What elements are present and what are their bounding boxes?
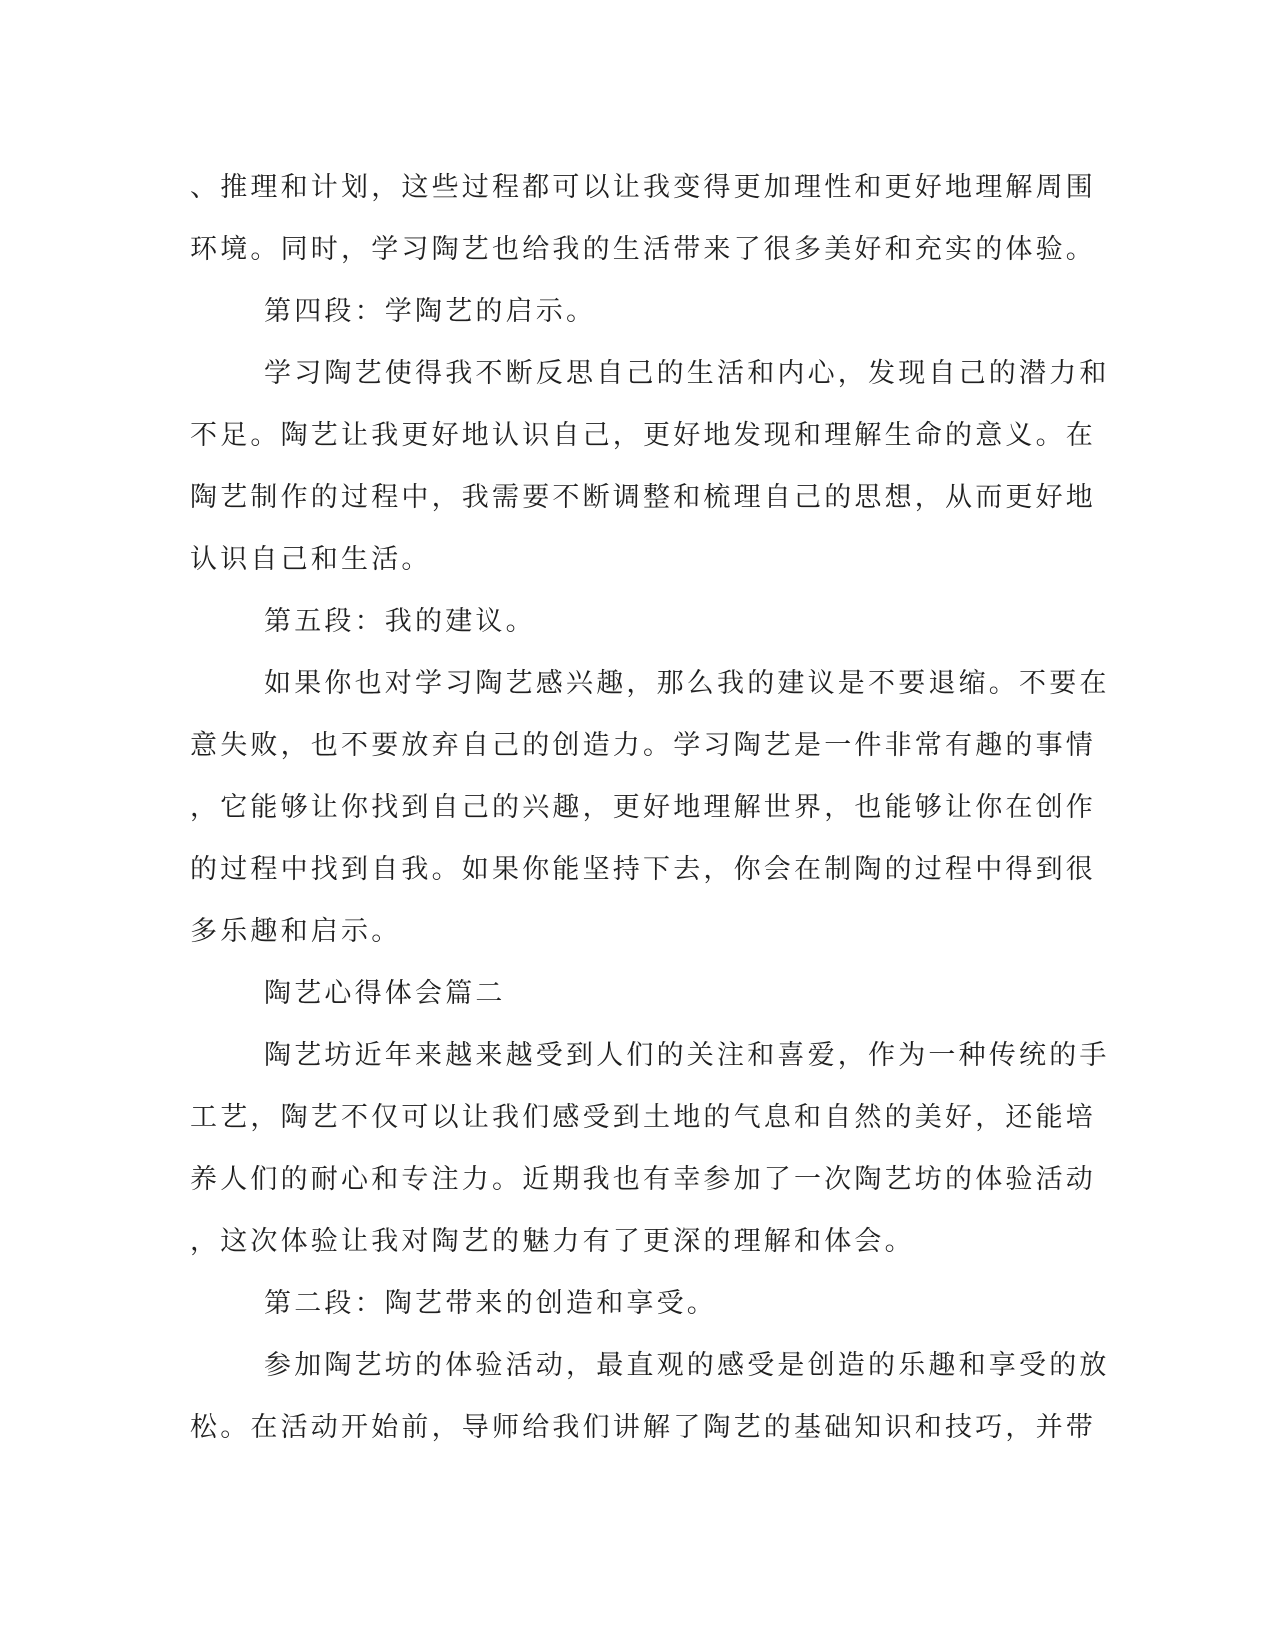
text-line: 、推理和计划，这些过程都可以让我变得更加理性和更好地理解周围 [190,172,1096,203]
text-line: 多乐趣和启示。 [190,916,402,947]
document-body [190,157,1110,1459]
text-line: 学习陶艺使得我不断反思自己的生活和内心，发现自己的潜力和 [264,358,1110,389]
section-heading-2: 第二段：陶艺带来的创造和享受。 [264,1288,717,1319]
text-line: 陶艺制作的过程中，我需要不断调整和梳理自己的思想，从而更好地 [190,482,1096,513]
text-line: 如果你也对学习陶艺感兴趣，那么我的建议是不要退缩。不要在 [264,668,1110,699]
article-title: 陶艺心得体会篇二 [264,978,506,1009]
section-heading-5: 第五段：我的建议。 [264,606,536,637]
text-line: 工艺，陶艺不仅可以让我们感受到土地的气息和自然的美好，还能培 [190,1102,1096,1133]
text-line: 环境。同时，学习陶艺也给我的生活带来了很多美好和充实的体验。 [190,234,1096,265]
text-line: 的过程中找到自我。如果你能坚持下去，你会在制陶的过程中得到很 [190,854,1096,885]
text-line: 意失败，也不要放弃自己的创造力。学习陶艺是一件非常有趣的事情 [190,730,1096,761]
text-line: 养人们的耐心和专注力。近期我也有幸参加了一次陶艺坊的体验活动 [190,1164,1096,1195]
text-line: 松。在活动开始前，导师给我们讲解了陶艺的基础知识和技巧，并带 [190,1412,1096,1443]
text-line: 认识自己和生活。 [190,544,432,575]
section-heading-4: 第四段：学陶艺的启示。 [264,296,597,327]
text-line: ，这次体验让我对陶艺的魅力有了更深的理解和体会。 [190,1226,915,1257]
text-line: 参加陶艺坊的体验活动，最直观的感受是创造的乐趣和享受的放 [264,1350,1110,1381]
text-line: 不足。陶艺让我更好地认识自己，更好地发现和理解生命的意义。在 [190,420,1096,451]
text-line: ，它能够让你找到自己的兴趣，更好地理解世界，也能够让你在创作 [190,792,1096,823]
text-line: 陶艺坊近年来越来越受到人们的关注和喜爱，作为一种传统的手 [264,1040,1110,1071]
